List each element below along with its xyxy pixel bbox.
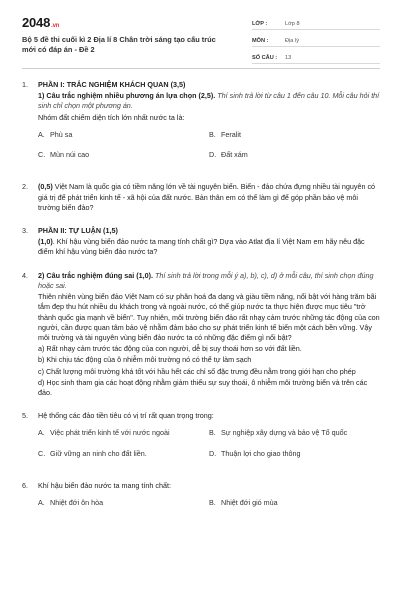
option-c[interactable]: C. Giữ vững an ninh cho đất liền. — [38, 448, 147, 458]
option-a[interactable]: A. Phù sa — [38, 129, 73, 139]
option-d[interactable]: D. Thuận lợi cho giao thông — [209, 448, 301, 458]
statement-a[interactable]: a) Rất nhạy cảm trước tác động của con người, dễ bị suy thoái hơn so với đất liền. — [38, 344, 302, 354]
answer-options — [38, 130, 380, 170]
question-text: Thiên nhiên vùng biển đảo Việt Nam có sự phân hoá đa dạng và giàu tiềm năng, nổi bật với hàng trăm bãi tắm đẹp thu hút nhiều du khách trong và ngoài nước, có thể giúp nước ta thực hiện được mục tiêu "trở thành quốc gia mạnh về biển". Tuy nhiên, môi trường biển đảo rất nhạy cảm trước những tác động của con người, cần được quan tâm bảo vệ nhằm đảm bảo cho sự phát triển kinh tế biển một cách bền vững. Vậy môi trường và tài nguyên vùng biển đảo nước ta có những đặc điểm gì nổi bật? — [38, 292, 380, 342]
meta-question-count: SỐ CÂU : 13 — [252, 50, 380, 64]
part-heading: PHẦN I: TRẮC NGHIỆM KHÁCH QUAN (3,5) — [38, 80, 186, 89]
document-meta — [252, 16, 380, 67]
section-instruction: 2) Câu trắc nghiệm đúng sai (1,0). Thí sinh trả lời trong mỗi ý a), b), c), d) ở mỗi câu, thí sinh chọn đúng hoặc sai. — [38, 270, 374, 290]
statement-d[interactable]: d) Học sinh tham gia các hoạt động nhằm giảm thiểu sự suy thoái, ô nhiễm môi trường biển và trên các đảo. — [38, 377, 368, 398]
question-text: (1,0). Khí hậu vùng biển đảo nước ta mang tính chất gì? Dựa vào Atlat địa lí Việt Nam em hãy nêu đặc điểm khí hậu vùng biển đảo nước ta? — [38, 237, 365, 257]
option-c[interactable]: C. Mùn núi cao — [38, 150, 90, 160]
question-1: 1. PHẦN I: TRẮC NGHIỆM KHÁCH QUAN (3,5) 1) Câu trắc nghiệm nhiều phương án lựa chọn (2,5). Thí sinh trả lời từ câu 1 đến câu 10. Mỗi câu hỏi thí sinh chỉ chọn một phương án. Nhóm đất chiếm diện tích lớn nhất nước ta là: A. Phù sa B. Feralit C. Mùn núi cao D. Đất xám — [22, 80, 380, 170]
answer-options — [38, 498, 380, 518]
option-b[interactable]: B. Feralit — [209, 129, 241, 139]
option-a[interactable]: A. Nhiệt đới ôn hòa — [38, 498, 104, 508]
question-5: 5. Hệ thống các đảo tiền tiêu có vị trí rất quan trọng trong: A. Việc phát triển kinh tế với nước ngoài B. Sự nghiệp xây dựng và bảo vệ Tổ quốc C. Giữ vững an ninh cho đất liền. D. Thuận lợi cho giao thông — [22, 411, 380, 469]
answer-options — [38, 428, 380, 468]
question-list — [22, 80, 380, 530]
option-a[interactable]: A. Việc phát triển kinh tế với nước ngoài — [38, 428, 170, 438]
question-text: Hệ thống các đảo tiền tiêu có vị trí rất quan trọng trong: — [38, 411, 214, 421]
question-text: Nhóm đất chiếm diện tích lớn nhất nước ta là: — [38, 112, 185, 122]
question-3: 3. PHẦN II: TỰ LUẬN (1,5) (1,0). Khí hậu vùng biển đảo nước ta mang tính chất gì? Dựa vào Atlat địa lí Việt Nam em hãy nêu đặc điểm khí hậu vùng biển đảo nước ta? — [22, 226, 380, 259]
question-text: (0,5) Việt Nam là quốc gia có tiềm năng lớn về tài nguyên biển. Biển - đảo chứa đựng nhiều tài nguyên có giá trị để phát triển kinh tế - xã hội của đất nước. Bản thân em có thể làm gì để góp phần bảo vệ môi trường biển đảo? — [38, 182, 376, 212]
option-b[interactable]: B. Sự nghiệp xây dựng và bảo vệ Tổ quốc — [209, 428, 348, 438]
section-instruction: 1) Câu trắc nghiệm nhiều phương án lựa chọn (2,5). Thí sinh trả lời từ câu 1 đến câu 10. Mỗi câu hỏi thí sinh chỉ chọn một phương án. — [38, 91, 380, 111]
option-d[interactable]: D. Đất xám — [209, 150, 248, 160]
option-b[interactable]: B. Nhiệt đới gió mùa — [209, 498, 278, 508]
header-divider — [22, 68, 380, 69]
question-2: 2. (0,5) Việt Nam là quốc gia có tiềm năng lớn về tài nguyên biển. Biển - đảo chứa đựng nhiều tài nguyên có giá trị để phát triển kinh tế - xã hội của đất nước. Bản thân em có thể làm gì để góp phần bảo vệ môi trường biển đảo? — [22, 182, 380, 214]
statement-b[interactable]: b) Khi chịu tác động của ô nhiễm môi trường nó có thể tự làm sạch — [38, 355, 252, 365]
statement-c[interactable]: c) Chất lượng môi trường khá tốt với hầu hết các chỉ số đặc trưng đều nằm trong giới hạn cho phép — [38, 366, 356, 376]
meta-subject: MÔN : Địa lý — [252, 33, 380, 47]
question-4: 4. 2) Câu trắc nghiệm đúng sai (1,0). Thí sinh trả lời trong mỗi ý a), b), c), d) ở mỗi câu, thí sinh chọn đúng hoặc sai. Thiên nhiên vùng biển đảo Việt Nam có sự phân hoá đa dạng và giàu tiềm năng, nổi bật với hàng trăm bãi tắm đẹp thu hút nhiều du khách trong và ngoài nước, có thể giúp nước ta thực hiện được mục tiêu "trở thành quốc gia mạnh về biển". Tuy nhiên, môi trường biển đảo rất nhạy cảm trước những tác động của con người, cần được quan tâm bảo vệ nhằm đảm bảo cho sự phát triển kinh tế biển một cách bền vững. Vậy môi trường và tài nguyên vùng biển đảo nước ta có những đặc điểm gì nổi bật? a) Rất nhạy cảm trước tác động của con người, dễ bị suy thoái hơn so với đất liền. b) Khi chịu tác động của ô nhiễm môi trường nó có thể tự làm sạch c) Chất lượng môi trường khá tốt với hầu hết các chỉ số đặc trưng đều nằm trong giới hạn cho phép d) Học sinh tham gia các hoạt động nhằm giảm thiểu sự suy thoái, ô nhiễm môi trường biển và trên các đảo. — [22, 270, 380, 398]
question-6: 6. Khí hậu biển đảo nước ta mang tính chất: A. Nhiệt đới ôn hòa B. Nhiệt đới gió mùa — [22, 481, 380, 518]
meta-class: LỚP : Lớp 8 — [252, 16, 380, 30]
site-logo[interactable]: 2048.vn — [22, 15, 60, 30]
part-heading: PHẦN II: TỰ LUẬN (1,5) — [38, 225, 118, 235]
question-text: Khí hậu biển đảo nước ta mang tính chất: — [38, 480, 171, 490]
document-title: Bộ 5 đề thi cuối kì 2 Địa lí 8 Chân trời sáng tạo cấu trúc mới có đáp án - Đề 2 — [22, 35, 216, 54]
document-header — [22, 14, 380, 62]
